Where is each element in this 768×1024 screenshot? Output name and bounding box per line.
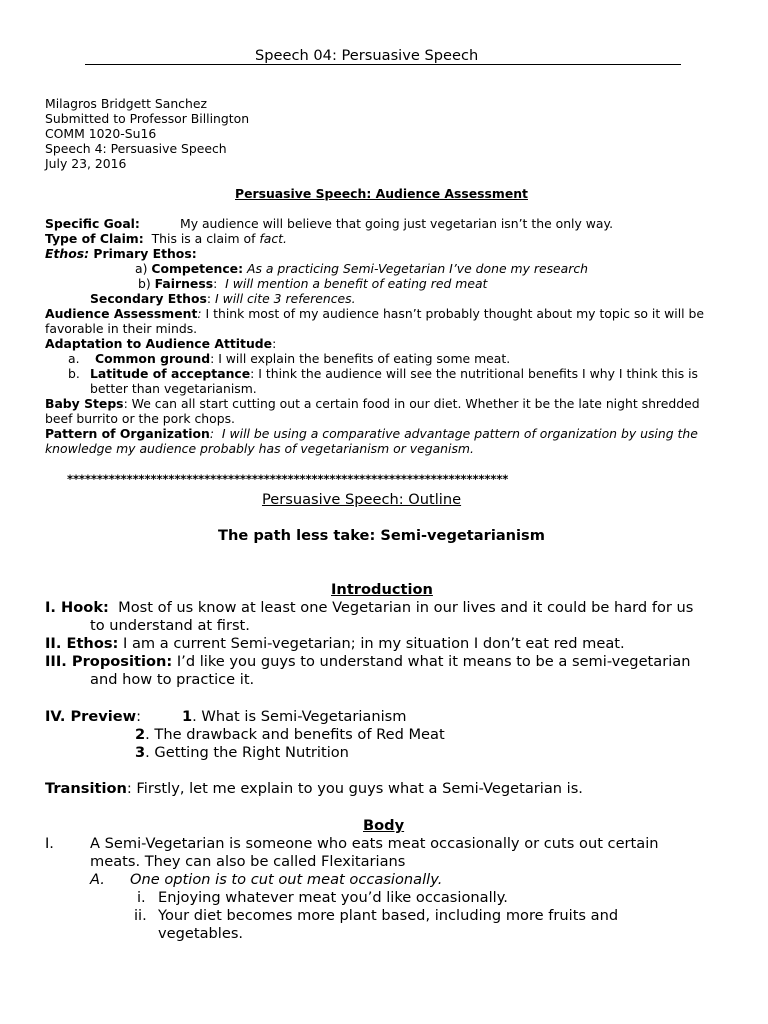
body-a-ii-text-2: vegetables. [158, 925, 244, 942]
baby-steps-line [45, 396, 700, 411]
preview-label: IV. Preview [45, 708, 137, 725]
fairness-prefix: b) [138, 276, 151, 291]
adapt-b-label: Latitude of acceptance [90, 366, 251, 381]
ethos-outline-line [45, 635, 625, 653]
preview-item-2 [135, 726, 445, 744]
hook-label: I. Hook: [45, 599, 109, 616]
primary-ethos-label: Primary Ethos: [93, 246, 197, 261]
fairness-line [138, 276, 487, 291]
goal-label: Specific Goal: [45, 216, 140, 231]
proposition-line [45, 653, 690, 671]
fairness-text: I will mention a benefit of eating red meat [225, 276, 488, 291]
outline-heading: Persuasive Speech: Outline [262, 491, 462, 508]
title-underline [85, 64, 681, 65]
baby-steps-text-1: : We can all start cutting out a certain food in our diet. Whether it be the late night shredded [123, 396, 700, 411]
author-name: Milagros Bridgett Sanchez [45, 96, 207, 111]
ethos-outline-text: I am a current Semi-vegetarian; in my situation I don’t eat red meat. [123, 635, 625, 652]
competence-line [135, 261, 588, 276]
preview-line [45, 708, 141, 726]
adapt-a-text: : I will explain the benefits of eating some meat. [210, 351, 511, 366]
course-code: COMM 1020-Su16 [45, 126, 157, 141]
hook-line [45, 599, 693, 617]
adapt-b-line [90, 366, 698, 381]
introduction-heading: Introduction [331, 581, 433, 598]
audience-text-2: favorable in their minds. [45, 321, 198, 336]
transition-line [45, 780, 583, 798]
preview-item-1 [182, 708, 407, 726]
body-i-text-1: A Semi-Vegetarian is someone who eats meat occasionally or cuts out certain [90, 835, 659, 852]
ethos-outline-label: II. Ethos: [45, 635, 119, 652]
transition-label: Transition [45, 780, 127, 797]
assessment-heading: Persuasive Speech: Audience Assessment [235, 186, 528, 201]
goal-text: My audience will believe that going just vegetarian isn’t the only way. [180, 216, 614, 231]
pattern-text-2: knowledge my audience probably has of vegetarianism or veganism. [45, 441, 474, 456]
proposition-text-2: and how to practice it. [90, 671, 255, 688]
competence-label: Competence: [151, 261, 244, 276]
transition-text: : Firstly, let me explain to you guys what a Semi-Vegetarian is. [126, 780, 583, 797]
ethos-label: Ethos: [45, 246, 90, 261]
adapt-b-marker: b. [68, 366, 80, 381]
competence-text: As a practicing Semi-Vegetarian I’ve done my research [247, 261, 589, 276]
pattern-line [45, 426, 698, 441]
audience-colon: : [197, 306, 202, 321]
hook-text-2: to understand at first. [90, 617, 250, 634]
specific-goal [45, 216, 140, 231]
baby-steps-text-2: beef burrito or the pork chops. [45, 411, 235, 426]
proposition-label: III. Proposition: [45, 653, 173, 670]
secondary-ethos-text: I will cite 3 references. [214, 291, 356, 306]
adaptation-colon: : [272, 336, 277, 351]
page-title: Speech 04: Persuasive Speech [255, 47, 479, 64]
adapt-a-label: Common ground [95, 351, 211, 366]
fairness-label: Fairness [154, 276, 214, 291]
preview-item-text: . The drawback and benefits of Red Meat [145, 726, 445, 743]
preview-item-3 [135, 744, 349, 762]
preview-item-text: . Getting the Right Nutrition [145, 744, 349, 761]
preview-colon: : [136, 708, 142, 725]
proposition-text-1: I’d like you guys to understand what it means to be a semi-vegetarian [176, 653, 691, 670]
preview-item-number: 2 [135, 726, 146, 743]
adapt-b-text-1: : I think the audience will see the nutritional benefits I why I think this is [250, 366, 699, 381]
preview-item-number: 3 [135, 744, 146, 761]
pattern-label: Pattern of Organization [45, 426, 210, 441]
assignment-name: Speech 4: Persuasive Speech [45, 141, 227, 156]
body-a-i-text: Enjoying whatever meat you’d like occasionally. [158, 889, 508, 906]
adapt-a-marker: a. [68, 351, 80, 366]
hook-text-1: Most of us know at least one Vegetarian in our lives and it could be hard for us [118, 599, 694, 616]
body-heading: Body [363, 817, 405, 834]
separator-stars: ************************************************************************** [67, 472, 509, 486]
claim-italic: fact. [259, 231, 287, 246]
secondary-ethos-colon: : [206, 291, 212, 306]
body-a-ii-text-1: Your diet becomes more plant based, including more fruits and [158, 907, 619, 924]
body-a-ii-marker: ii. [134, 907, 147, 924]
claim-text: This is a claim of [151, 231, 260, 246]
pattern-text-1: I will be using a comparative advantage pattern of organization by using the [221, 426, 698, 441]
body-i-text-2: meats. They can also be called Flexitarians [90, 853, 406, 870]
body-a-marker: A. [90, 871, 105, 888]
competence-prefix: a) [135, 261, 148, 276]
speech-title: The path less take: Semi-vegetarianism [218, 527, 545, 544]
ethos-line [45, 246, 197, 261]
audience-text-1: I think most of my audience hasn’t probably thought about my topic so it will be [205, 306, 705, 321]
adapt-b-text-2: better than vegetarianism. [90, 381, 257, 396]
claim-label: Type of Claim: [45, 231, 144, 246]
secondary-ethos-label: Secondary Ethos [90, 291, 207, 306]
body-a-i-marker: i. [137, 889, 146, 906]
audience-assessment [45, 306, 704, 321]
body-a-text: One option is to cut out meat occasionally. [130, 871, 443, 888]
preview-item-number: 1 [182, 708, 193, 725]
submitted-to: Submitted to Professor Billington [45, 111, 250, 126]
secondary-ethos-line [90, 291, 356, 306]
body-i-marker: I. [45, 835, 54, 852]
baby-steps-label: Baby Steps [45, 396, 124, 411]
audience-label: Audience Assessment [45, 306, 198, 321]
pattern-colon: : [209, 426, 215, 441]
adaptation-label: Adaptation to Audience Attitude [45, 336, 273, 351]
preview-item-text: . What is Semi-Vegetarianism [192, 708, 407, 725]
fairness-colon: : [213, 276, 218, 291]
adaptation-line [45, 336, 276, 351]
type-of-claim [45, 231, 287, 246]
date: July 23, 2016 [45, 156, 127, 171]
adapt-a-line [95, 351, 510, 366]
